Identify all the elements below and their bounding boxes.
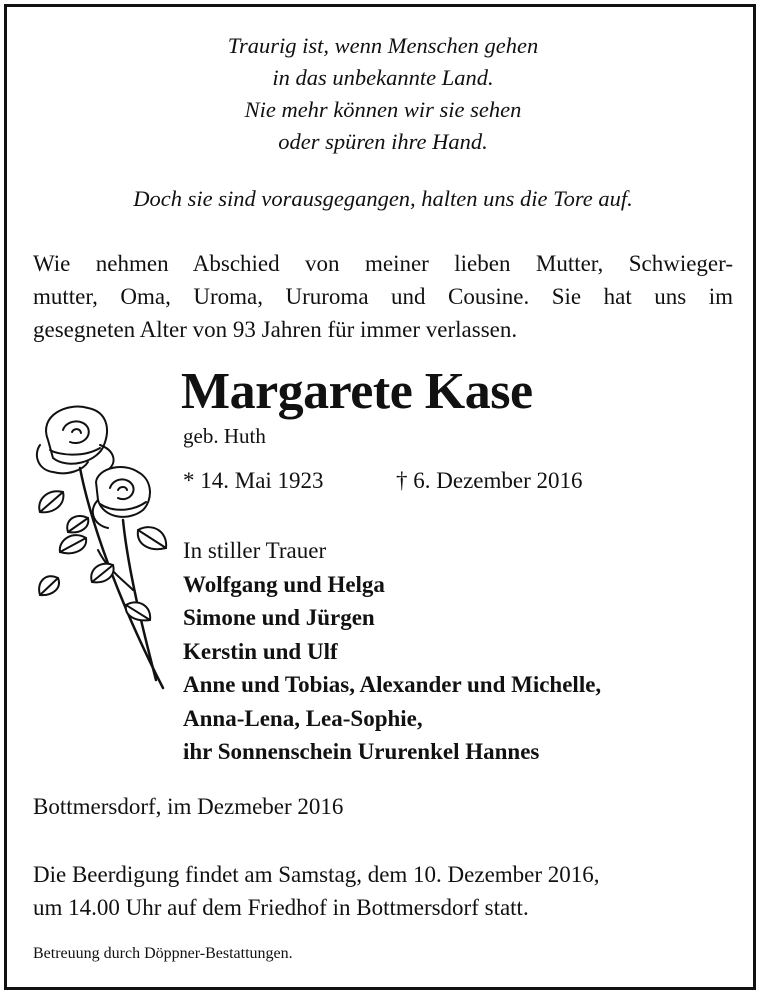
birth-date: * 14. Mai 1923 (183, 468, 324, 493)
death-date: † 6. Dezember 2016 (396, 468, 583, 493)
maiden-name: geb. Huth (183, 424, 266, 448)
funeral-home-credit: Betreuung durch Döppner-Bestattungen. (33, 945, 293, 962)
roses-illustration-icon (28, 400, 178, 695)
mourning-label: In stiller Trauer (183, 538, 327, 563)
mourner-names: Kerstin und Ulf (183, 638, 338, 664)
funeral-info (33, 858, 600, 924)
intro-paragraph (33, 247, 733, 346)
mourners-block (183, 534, 601, 769)
mourner-names: Simone und Jürgen (183, 605, 375, 630)
poem-line: Nie mehr können wir sie sehen (244, 97, 522, 122)
intro-line: mutter, Oma, Uroma, Ururoma und Cousine. Sie hat uns im (33, 284, 733, 309)
funeral-line: um 14.00 Uhr auf dem Friedhof in Bottmersdorf statt. (33, 895, 529, 920)
mourner-names: Anne und Tobias, Alexander und Michelle, (183, 672, 602, 697)
place-and-date: Bottmersdorf, im Dezmeber 2016 (33, 794, 344, 819)
poem-closing-line: Doch sie sind vorausgegangen, halten uns die Tore auf. (133, 186, 633, 211)
poem-line: in das unbekannte Land. (272, 65, 494, 90)
intro-line: Wie nehmen Abschied von meiner lieben Mutter, Schwieger- (33, 251, 733, 276)
life-dates (183, 466, 583, 496)
funeral-line: Die Beerdigung findet am Samstag, dem 10. Dezember 2016, (33, 862, 600, 887)
mourner-names: Anna-Lena, Lea-Sophie, (183, 705, 423, 731)
deceased-name: Margarete Kase (181, 363, 533, 420)
intro-line: gesegneten Alter von 93 Jahren für immer verlassen. (33, 317, 518, 342)
mourner-names: Wolfgang und Helga (183, 571, 385, 597)
mourner-names: ihr Sonnenschein Ururenkel Hannes (183, 739, 540, 764)
poem (0, 30, 766, 158)
poem-line: oder spüren ihre Hand. (278, 129, 488, 154)
poem-line: Traurig ist, wenn Menschen gehen (227, 33, 539, 58)
